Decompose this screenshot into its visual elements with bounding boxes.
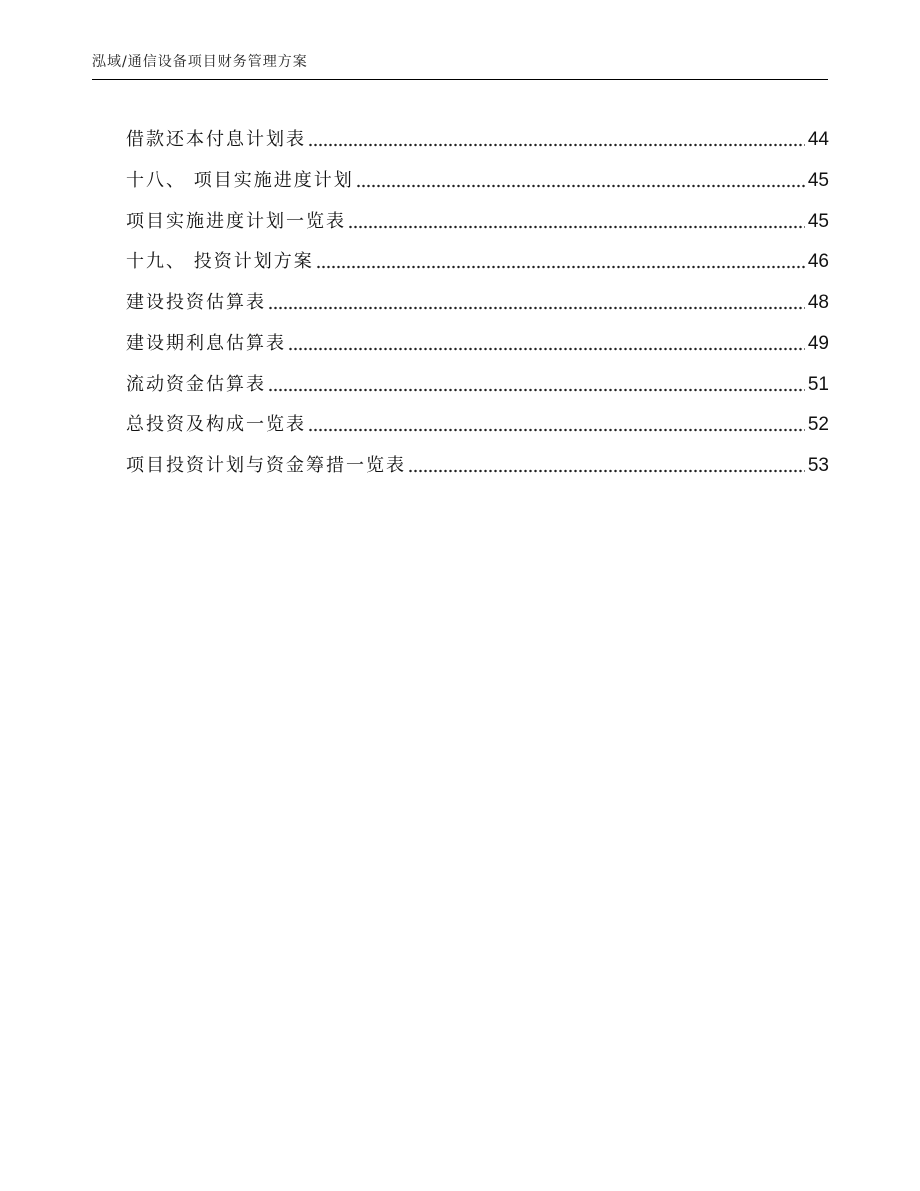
page-header: 泓域/通信设备项目财务管理方案 [92, 54, 308, 70]
toc-page-number: 53 [807, 455, 829, 476]
toc-entry[interactable] [126, 244, 829, 274]
toc-page-number: 44 [807, 129, 829, 150]
toc-page-number: 45 [807, 210, 829, 232]
header-rule [92, 79, 828, 80]
toc-page-number: 51 [807, 373, 829, 395]
toc-entry-title: 建设投资估算表 [126, 292, 266, 313]
toc-leader-dots [408, 469, 805, 473]
toc-entry-title: 借款还本付息计划表 [126, 129, 306, 150]
toc-page-number: 46 [807, 251, 829, 273]
toc-leader-dots [268, 388, 805, 392]
toc-entry-title: 十八、 项目实施进度计划 [126, 169, 354, 191]
toc-entry[interactable] [126, 122, 829, 152]
toc-entry[interactable] [126, 285, 829, 315]
toc-leader-dots [288, 347, 805, 351]
toc-entry[interactable] [126, 163, 829, 193]
toc-leader-dots [356, 184, 805, 188]
toc-entry[interactable] [126, 448, 829, 478]
toc-entry-title: 流动资金估算表 [126, 373, 266, 395]
toc-leader-dots [308, 143, 805, 147]
toc-entry-title: 总投资及构成一览表 [126, 414, 306, 436]
toc-entry[interactable] [126, 204, 829, 234]
toc-entry-title: 十九、 投资计划方案 [126, 251, 314, 273]
toc-entry-title: 项目投资计划与资金筹措一览表 [126, 455, 406, 476]
toc-leader-dots [316, 265, 805, 269]
toc-entry[interactable] [126, 367, 829, 397]
toc-entry-title: 建设期利息估算表 [126, 332, 286, 354]
toc-page-number: 49 [807, 332, 829, 354]
toc-leader-dots [268, 306, 805, 310]
toc-entry[interactable] [126, 326, 829, 356]
table-of-contents [126, 122, 829, 489]
toc-page-number: 48 [807, 292, 829, 313]
toc-page-number: 45 [807, 169, 829, 191]
toc-page-number: 52 [807, 414, 829, 436]
toc-leader-dots [348, 225, 805, 229]
toc-entry[interactable] [126, 407, 829, 437]
toc-entry-title: 项目实施进度计划一览表 [126, 210, 346, 232]
toc-leader-dots [308, 428, 805, 432]
